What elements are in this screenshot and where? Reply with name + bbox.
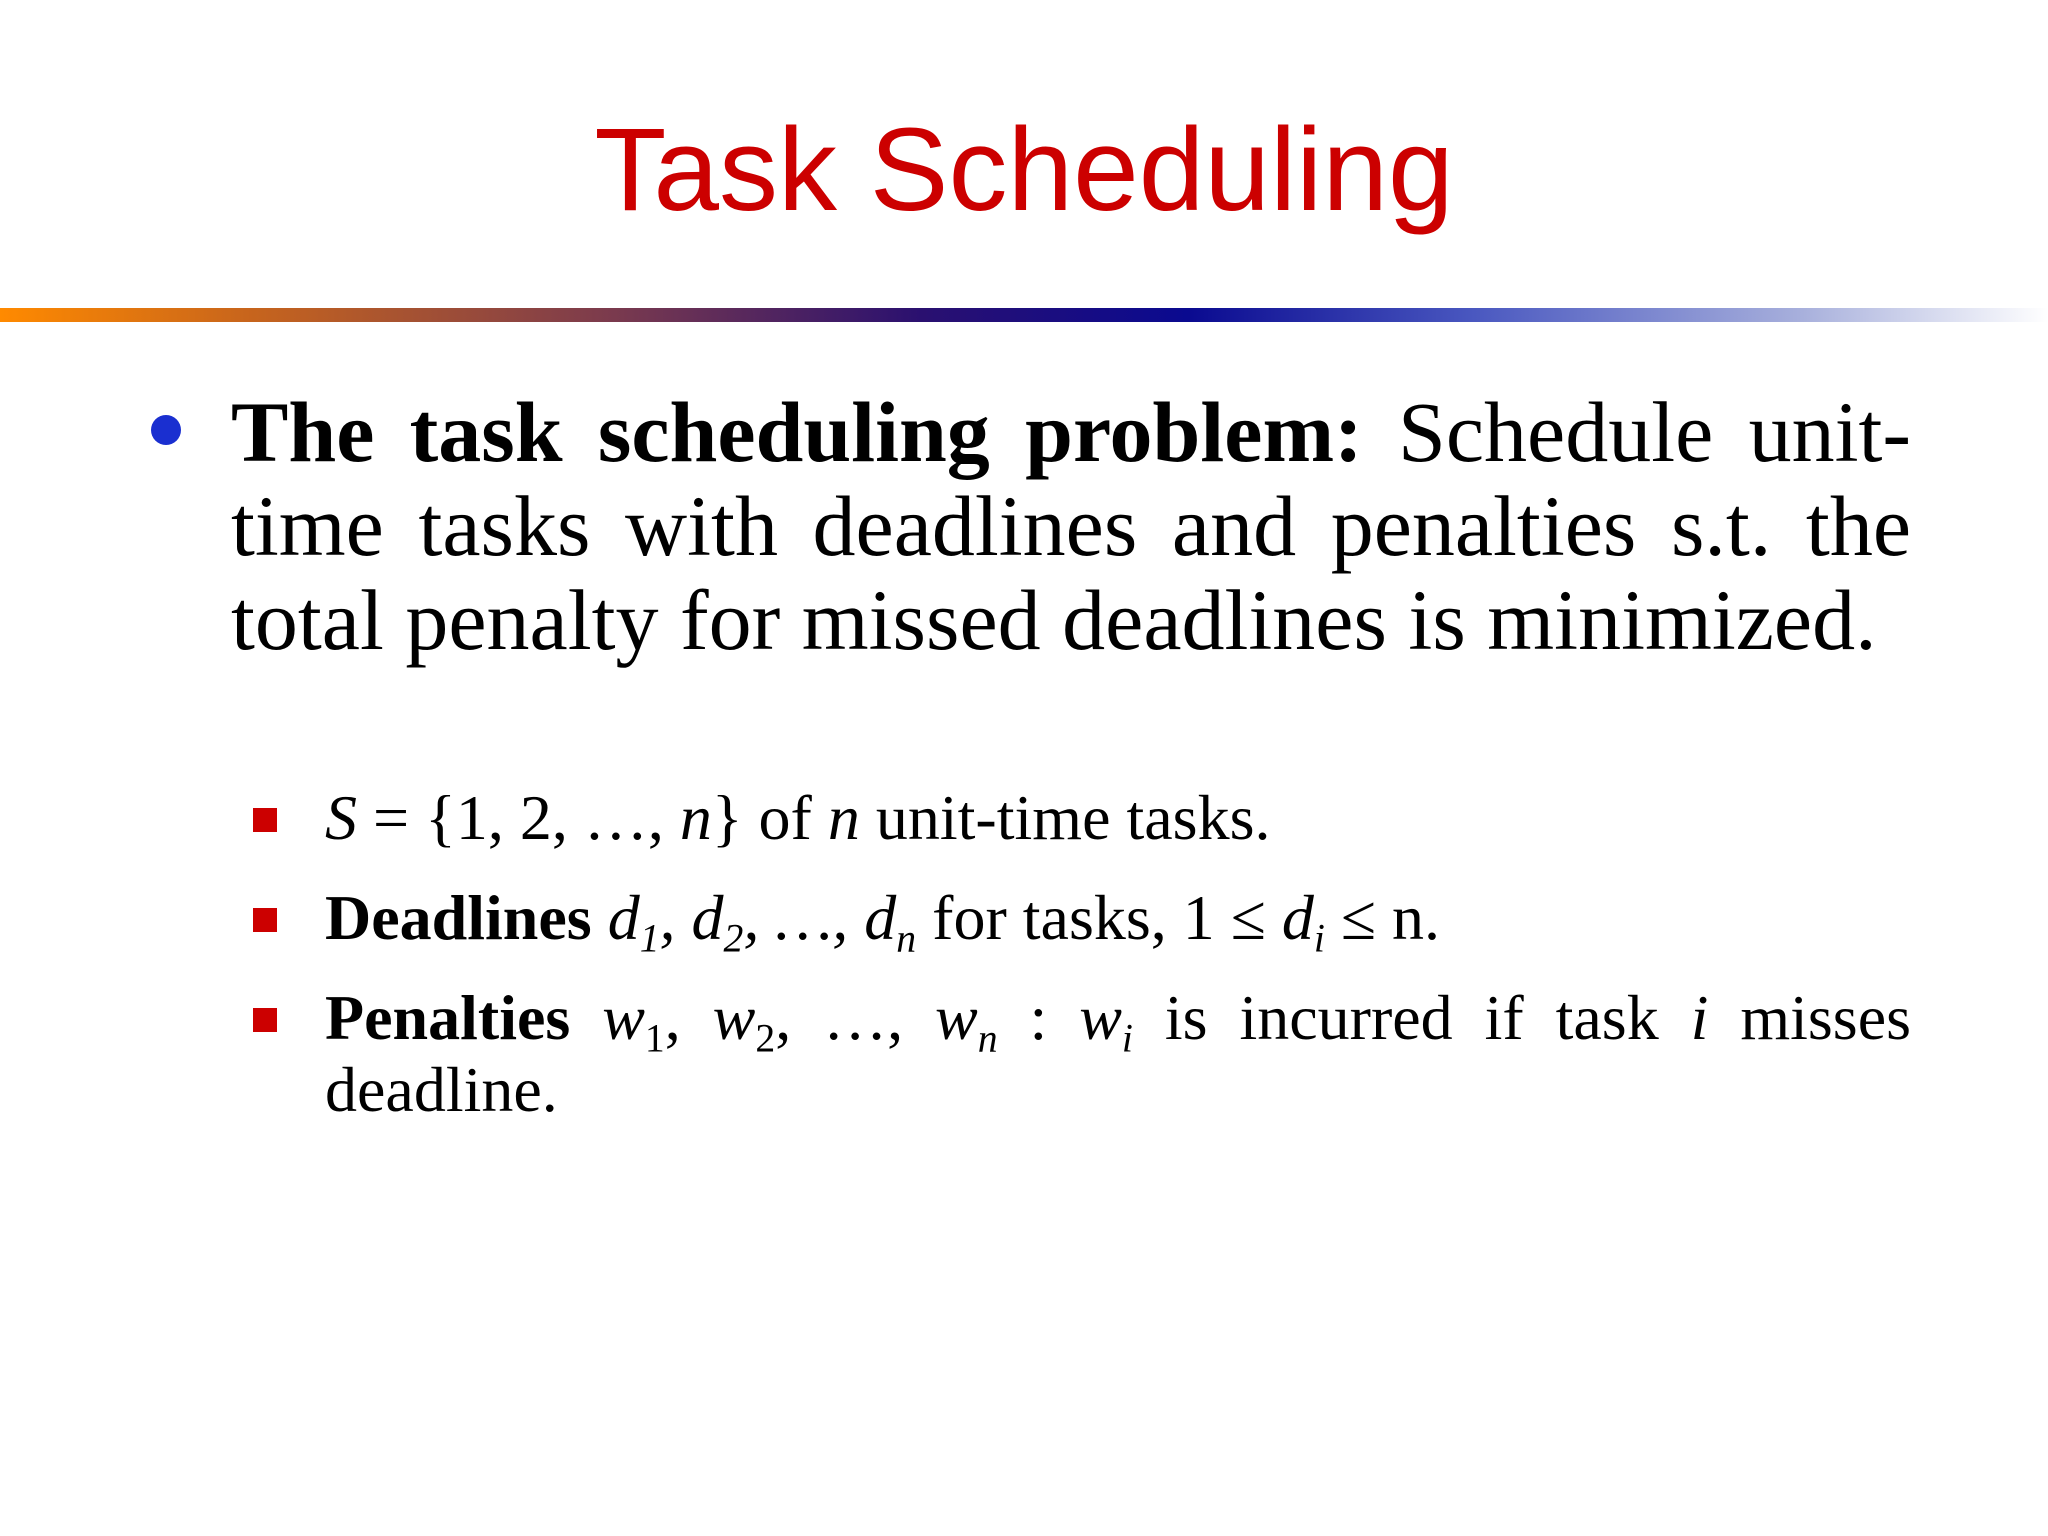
red-square-bullet-icon bbox=[253, 808, 277, 832]
main-bullet-text: Schedule unit-time tasks with deadlines and penalties s.t. the total penalty for missed deadlines is minimized. bbox=[231, 384, 1912, 668]
red-square-bullet-icon bbox=[253, 1008, 277, 1032]
red-square-bullet-icon bbox=[253, 908, 277, 932]
sub-bullet-deadlines: Deadlines $d_1$, $d_2$, …, $d_n$ for tasks, $1 \le d_i \le n$. bbox=[325, 882, 1911, 954]
title-divider bbox=[0, 308, 2048, 322]
sub-bullet-penalties: Penalties $w_1$, $w_2$, …, $w_n$ : $w_i$ is incurred if task i misses deadline. bbox=[325, 982, 1911, 1126]
sub-bullet-list bbox=[325, 782, 1911, 1154]
main-bullet bbox=[231, 385, 1911, 667]
slide-title: Task Scheduling bbox=[594, 104, 1454, 236]
main-bullet-lead: The task scheduling problem: bbox=[231, 384, 1363, 480]
blue-bullet-icon bbox=[151, 415, 181, 445]
sub-bullet-tasks: S = {1, 2, …, n} of n unit-time tasks. bbox=[325, 782, 1911, 854]
